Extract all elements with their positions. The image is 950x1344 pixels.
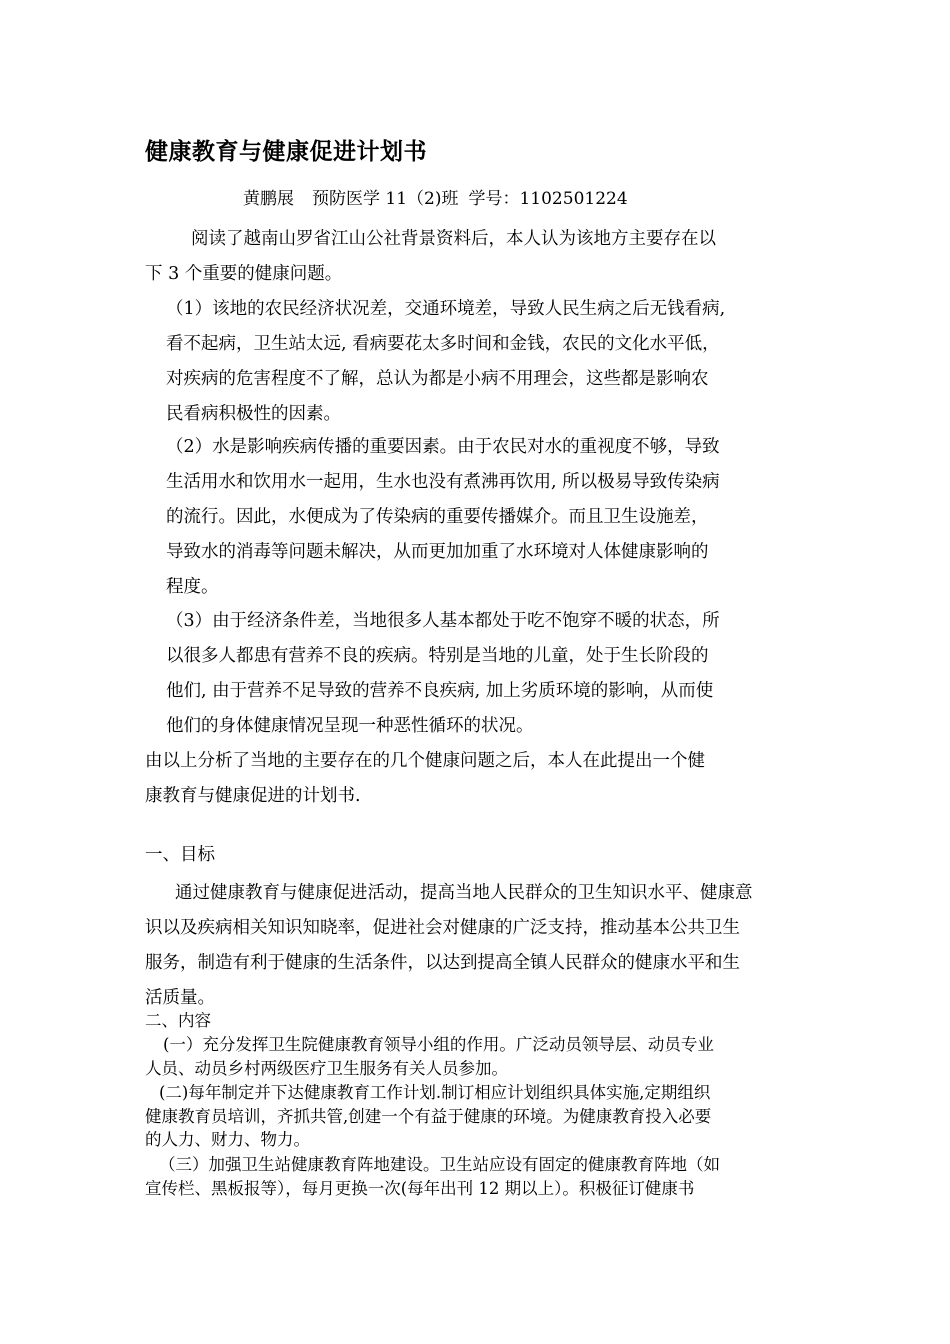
conclusion-line: 由以上分析了当地的主要存在的几个健康问题之后，本人在此提出一个健 — [145, 751, 705, 771]
problem-line: （1）该地的农民经济状况差，交通环境差，导致人民生病之后无钱看病, — [166, 299, 726, 319]
author-student-id: 学号：1102501224 — [468, 189, 628, 209]
section-1-heading: 一、目标 — [145, 845, 215, 865]
author-line — [243, 184, 646, 209]
section-2-line: (一）充分发挥卫生院健康教育领导小组的作用。广泛动员领导层、动员专业 — [163, 1035, 714, 1054]
section-1-line: 服务，制造有利于健康的生活条件，以达到提高全镇人民群众的健康水平和生 — [145, 953, 740, 973]
section-2-line: 人员、动员乡村两级医疗卫生服务有关人员参加。 — [145, 1058, 508, 1078]
problem-line: （2）水是影响疾病传播的重要因素。由于农民对水的重视度不够，导致 — [166, 437, 720, 457]
problem-1-paragraph — [166, 292, 816, 432]
author-class: 预防医学 11（2)班 — [312, 189, 459, 209]
section-2-item-1 — [145, 1033, 815, 1080]
section-2-line: 的人力、财力、物力。 — [145, 1130, 310, 1149]
problem-line: 看不起病，卫生站太远, 看病要花太多时间和金钱，农民的文化水平低， — [166, 334, 720, 354]
author-name: 黄鹏展 — [243, 189, 294, 209]
problem-line: 生活用水和饮用水一起用，生水也没有煮沸再饮用, 所以极易导致传染病 — [166, 472, 720, 492]
section-2-item-3 — [145, 1153, 815, 1200]
intro-line: 阅读了越南山罗省江山公社背景资料后，本人认为该地方主要存在以 — [191, 229, 716, 249]
intro-paragraph — [145, 222, 815, 292]
section-1-line: 活质量。 — [145, 988, 215, 1008]
problem-line: 的流行。因此，水便成为了传染病的重要传播媒介。而且卫生设施差， — [166, 507, 709, 527]
problem-line: （3）由于经济条件差，当地很多人基本都处于吃不饱穿不暖的状态，所 — [166, 611, 720, 631]
problem-line: 民看病积极性的因素。 — [166, 404, 341, 424]
section-1-line: 通过健康教育与健康促进活动，提高当地人民群众的卫生知识水平、健康意 — [175, 883, 753, 903]
conclusion-line: 康教育与健康促进的计划书. — [145, 786, 361, 806]
problem-3-paragraph — [166, 604, 816, 744]
section-2-heading: 二、内容 — [145, 1011, 211, 1030]
problem-2-paragraph — [166, 430, 816, 605]
section-2-line: （三）加强卫生站健康教育阵地建设。卫生站应设有固定的健康教育阵地（如 — [159, 1155, 720, 1174]
section-2-item-2 — [145, 1081, 815, 1152]
problem-line: 对疾病的危害程度不了解，总认为都是小病不用理会，这些都是影响农 — [166, 369, 709, 389]
section-2-line: 健康教育员培训，齐抓共管,创建一个有益于健康的环境。为健康教育投入必要 — [145, 1106, 712, 1126]
problem-line: 程度。 — [166, 577, 219, 597]
problem-line: 他们, 由于营养不足导致的营养不良疾病, 加上劣质环境的影响，从而使 — [166, 681, 714, 701]
problem-line: 他们的身体健康情况呈现一种恶性循环的状况。 — [166, 716, 534, 736]
problem-line: 导致水的消毒等问题未解决，从而更加加重了水环境对人体健康影响的 — [166, 542, 709, 562]
conclusion-paragraph — [145, 744, 815, 814]
page-title: 健康教育与健康促进计划书 — [145, 138, 427, 165]
section-2-line: 宣传栏、黑板报等），每月更换一次(每年出刊 12 期以上）。积极征订健康书 — [145, 1178, 695, 1198]
intro-line: 下 3 个重要的健康问题。 — [145, 264, 343, 284]
problem-line: 以很多人都患有营养不良的疾病。特别是当地的儿童，处于生长阶段的 — [166, 646, 709, 666]
section-1-line: 识以及疾病相关知识知晓率，促进社会对健康的广泛支持，推动基本公共卫生 — [145, 918, 740, 938]
section-2-line: (二)每年制定并下达健康教育工作计划.制订相应计划组织具体实施,定期组织 — [159, 1083, 711, 1102]
section-1-body — [145, 876, 815, 1016]
